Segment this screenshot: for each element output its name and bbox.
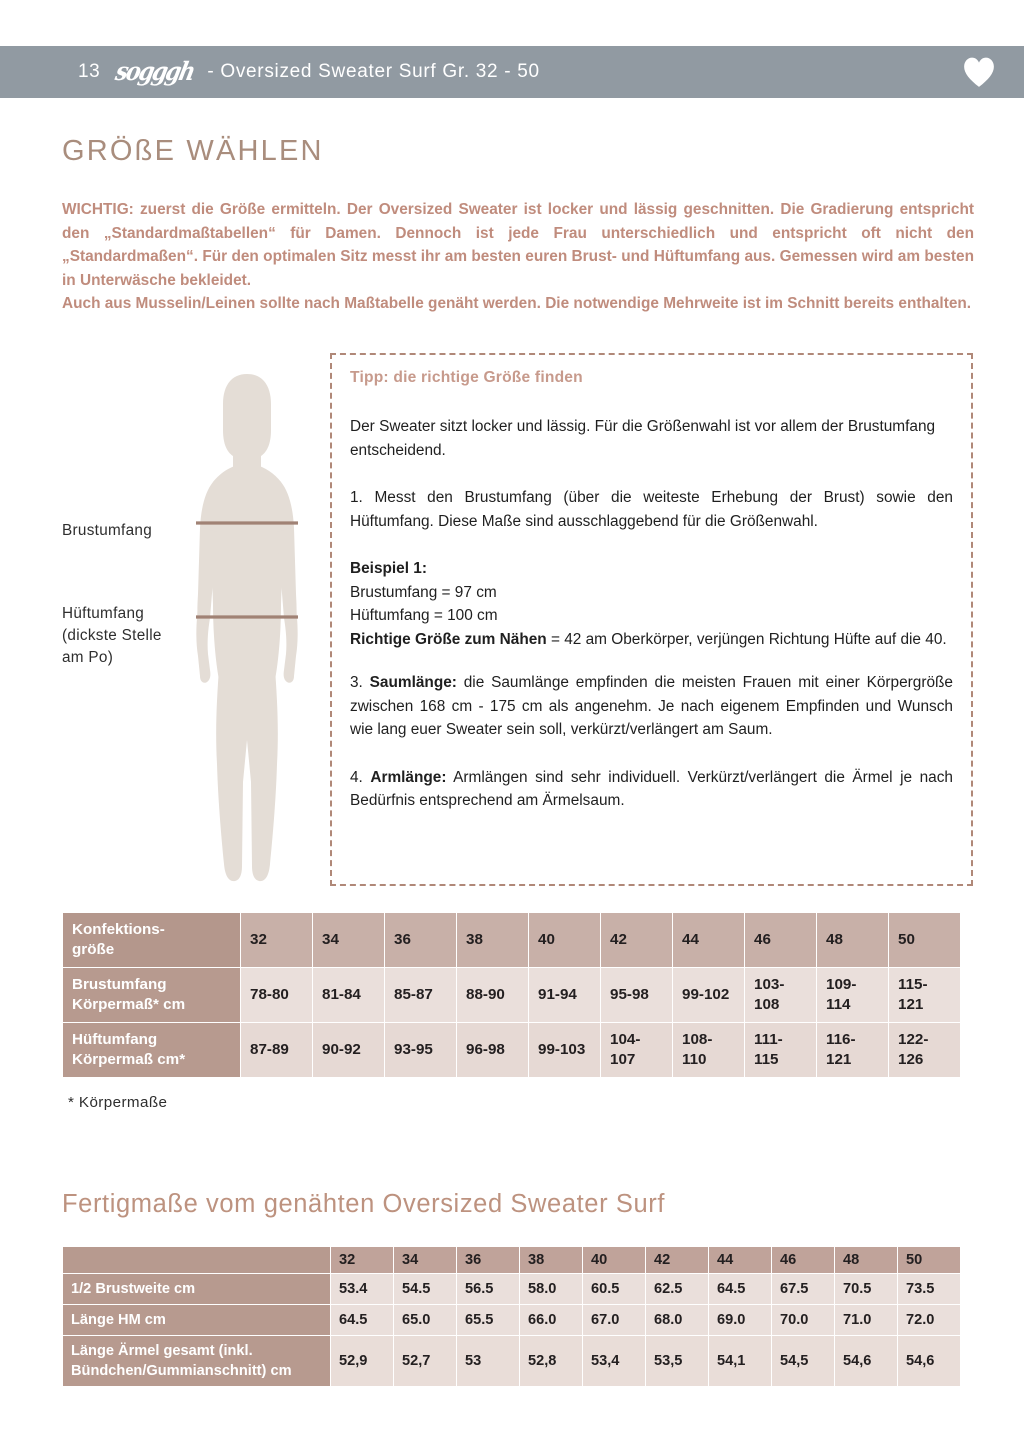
table2-cell: 48 [835, 1247, 898, 1274]
table1-row0-label-line2: größe [72, 941, 115, 958]
table1-cell: 34 [313, 913, 385, 968]
table1-cell: 96-98 [457, 1023, 529, 1078]
table1-cell: 48 [817, 913, 889, 968]
table2-cell: 69.0 [709, 1305, 772, 1336]
heart-icon [962, 56, 996, 88]
table-row [63, 913, 961, 968]
table1-cell: 38 [457, 913, 529, 968]
table1-row2-label-line1: Hüftumfang [72, 1031, 158, 1048]
table1-cell: 108-110 [673, 1023, 745, 1078]
table2-cell: 54,1 [709, 1336, 772, 1387]
table1-cell: 88-90 [457, 968, 529, 1023]
table2-cell: 52,9 [331, 1336, 394, 1387]
intro-paragraph-1: WICHTIG: zuerst die Größe ermitteln. Der Oversized Sweater ist locker und lässig geschnitten. Die Gradierung entspricht den „Standardmaßtabellen“ für Damen. Dennoch ist jede Frau unterschiedlich und entspricht oft nicht den „Standardmaßen“. Für den optimalen Sitz messt ihr am besten euren Brust- und Hüftumfang aus. Gemessen wird am besten in Unterwäsche bekleidet. [62, 201, 974, 289]
table1-cell: 93-95 [385, 1023, 457, 1078]
table2-cell: 54,5 [772, 1336, 835, 1387]
table2-cell: 38 [520, 1247, 583, 1274]
table1-cell: 78-80 [241, 968, 313, 1023]
table2-cell: 65.0 [394, 1305, 457, 1336]
tip-step4-bold: Armlänge: [370, 768, 447, 786]
table1-cell: 99-102 [673, 968, 745, 1023]
table1-cell: 109-114 [817, 968, 889, 1023]
table2-cell: 53.4 [331, 1274, 394, 1305]
table2-cell: 70.5 [835, 1274, 898, 1305]
intro-paragraph-2: Auch aus Musselin/Leinen sollte nach Maßtabelle genäht werden. Die notwendige Mehrweite ist im Schnitt bereits enthalten. [62, 295, 972, 312]
page-title: GRÖßE WÄHLEN [62, 135, 324, 167]
table2-cell: 73.5 [898, 1274, 961, 1305]
table2-cell: 71.0 [835, 1305, 898, 1336]
table1-row1-label-line1: Brustumfang [72, 976, 167, 993]
tip-box-heading: Tipp: die richtige Größe finden [350, 369, 583, 386]
tip-example-heading: Beispiel 1: [350, 560, 427, 577]
table2-cell: 65.5 [457, 1305, 520, 1336]
figure-label-hip-line1: Hüftumfang [62, 605, 145, 622]
table2-cell: 53,5 [646, 1336, 709, 1387]
tip-step3-number: 3. [350, 674, 370, 691]
table2-cell: 46 [772, 1247, 835, 1274]
table2-cell: 52,8 [520, 1336, 583, 1387]
table2-cell: 36 [457, 1247, 520, 1274]
table2-row-label [63, 1247, 331, 1274]
table2-cell: 54,6 [835, 1336, 898, 1387]
page-number: 13 [78, 61, 101, 82]
finished-measurements-table [62, 1246, 961, 1387]
header-title: - Oversized Sweater Surf Gr. 32 - 50 [207, 61, 540, 82]
table1-cell: 32 [241, 913, 313, 968]
table1-cell: 85-87 [385, 968, 457, 1023]
table2-cell: 32 [331, 1247, 394, 1274]
table2-cell: 58.0 [520, 1274, 583, 1305]
table2-cell: 50 [898, 1247, 961, 1274]
table1-cell: 111-115 [745, 1023, 817, 1078]
table1-row-label [63, 968, 241, 1023]
table2-row-label: 1/2 Brustweite cm [63, 1274, 331, 1305]
body-measurement-figure [62, 368, 327, 888]
table2-cell: 64.5 [709, 1274, 772, 1305]
tip-example-result-rest: = 42 am Oberkörper, verjüngen Richtung Hüfte auf die 40. [546, 630, 947, 648]
table2-cell: 70.0 [772, 1305, 835, 1336]
table2-cell: 62.5 [646, 1274, 709, 1305]
tip-paragraph-step1: 1. Messt den Brustumfang (über die weiteste Erhebung der Brust) sowie den Hüftumfang. Diese Maße sind ausschlaggebend für die Größenwahl. [350, 489, 953, 530]
section-title-finished-measurements: Fertigmaße vom genähten Oversized Sweater Surf [62, 1190, 666, 1218]
figure-label-hip-line2: (dickste Stelle [62, 627, 162, 644]
table1-cell: 44 [673, 913, 745, 968]
table1-cell: 81-84 [313, 968, 385, 1023]
table1-footnote: * Körpermaße [68, 1094, 168, 1111]
table2-row-label: Länge HM cm [63, 1305, 331, 1336]
table2-cell: 54.5 [394, 1274, 457, 1305]
table-row [63, 1247, 961, 1274]
tip-example-hip: Hüftumfang = 100 cm [350, 607, 498, 624]
table2-cell: 54,6 [898, 1336, 961, 1387]
table2-cell: 56.5 [457, 1274, 520, 1305]
table1-cell: 91-94 [529, 968, 601, 1023]
table1-cell: 36 [385, 913, 457, 968]
tip-example-result-bold: Richtige Größe zum Nähen [350, 630, 547, 648]
table2-cell: 52,7 [394, 1336, 457, 1387]
tip-box [330, 353, 973, 886]
table2-cell: 67.5 [772, 1274, 835, 1305]
table1-cell: 87-89 [241, 1023, 313, 1078]
table1-cell: 115-121 [889, 968, 961, 1023]
table2-row3-label-line1: Länge Ärmel gesamt (inkl. [71, 1343, 253, 1359]
table1-cell: 50 [889, 913, 961, 968]
tip-paragraph-intro: Der Sweater sitzt locker und lässig. Für die Größenwahl ist vor allem der Brustumfang entscheidend. [350, 418, 936, 459]
tip-step3-bold: Saumlänge: [369, 674, 457, 691]
tip-step4-number: 4. [350, 768, 371, 786]
tip-paragraph-step3 [350, 671, 953, 742]
figure-label-bust: Brustumfang [62, 522, 153, 539]
page-header-bar [0, 46, 1024, 98]
table-row [63, 968, 961, 1023]
table2-cell: 60.5 [583, 1274, 646, 1305]
table1-cell: 95-98 [601, 968, 673, 1023]
table-row [63, 1305, 961, 1336]
table2-cell: 34 [394, 1247, 457, 1274]
table2-cell: 44 [709, 1247, 772, 1274]
figure-label-hip-line3: am Po) [62, 649, 114, 666]
table2-row-label [63, 1336, 331, 1387]
tip-step3-rest: die Saumlänge empfinden die meisten Frauen mit einer Körpergröße zwischen 168 cm - 175 cm als angenehm. Je nach eigenem Empfinden und Wunsch wie lang euer Sweater sein soll, verkürzt/verlängert am Saum. [350, 674, 953, 738]
table1-row1-label-line2: Körpermaß* cm [72, 996, 186, 1013]
table2-cell: 40 [583, 1247, 646, 1274]
table-row [63, 1023, 961, 1078]
table2-cell: 67.0 [583, 1305, 646, 1336]
table2-cell: 53,4 [583, 1336, 646, 1387]
table2-cell: 42 [646, 1247, 709, 1274]
intro-text [62, 198, 974, 316]
table2-cell: 66.0 [520, 1305, 583, 1336]
table1-cell: 40 [529, 913, 601, 968]
table1-cell: 46 [745, 913, 817, 968]
table1-cell: 90-92 [313, 1023, 385, 1078]
table1-row2-label-line2: Körpermaß cm* [72, 1051, 186, 1068]
female-body-silhouette-icon [167, 368, 327, 888]
table-row [63, 1336, 961, 1387]
table1-row-label [63, 913, 241, 968]
tip-step4-rest: Armlängen sind sehr individuell. Verkürzt/verlängert die Ärmel je nach Bedürfnis entsprechend am Ärmelsaum. [350, 768, 953, 809]
table1-row-label [63, 1023, 241, 1078]
table2-row3-label-line2: Bündchen/Gummianschnitt) cm [71, 1363, 292, 1379]
table1-cell: 104-107 [601, 1023, 673, 1078]
table1-cell: 99-103 [529, 1023, 601, 1078]
table2-cell: 53 [457, 1336, 520, 1387]
size-chart-table [62, 912, 961, 1078]
brand-logo: sogggh [112, 57, 197, 87]
table1-row0-label-line1: Konfektions- [72, 921, 165, 938]
tip-example-result [350, 628, 953, 652]
table1-cell: 103-108 [745, 968, 817, 1023]
tip-paragraph-step4 [350, 766, 953, 813]
tip-example-block [350, 557, 953, 651]
table2-cell: 64.5 [331, 1305, 394, 1336]
table2-cell: 72.0 [898, 1305, 961, 1336]
figure-label-hip [62, 603, 162, 669]
tip-example-bust: Brustumfang = 97 cm [350, 583, 497, 601]
table1-cell: 122-126 [889, 1023, 961, 1078]
table-row [63, 1274, 961, 1305]
table1-cell: 42 [601, 913, 673, 968]
table2-cell: 68.0 [646, 1305, 709, 1336]
table1-cell: 116-121 [817, 1023, 889, 1078]
